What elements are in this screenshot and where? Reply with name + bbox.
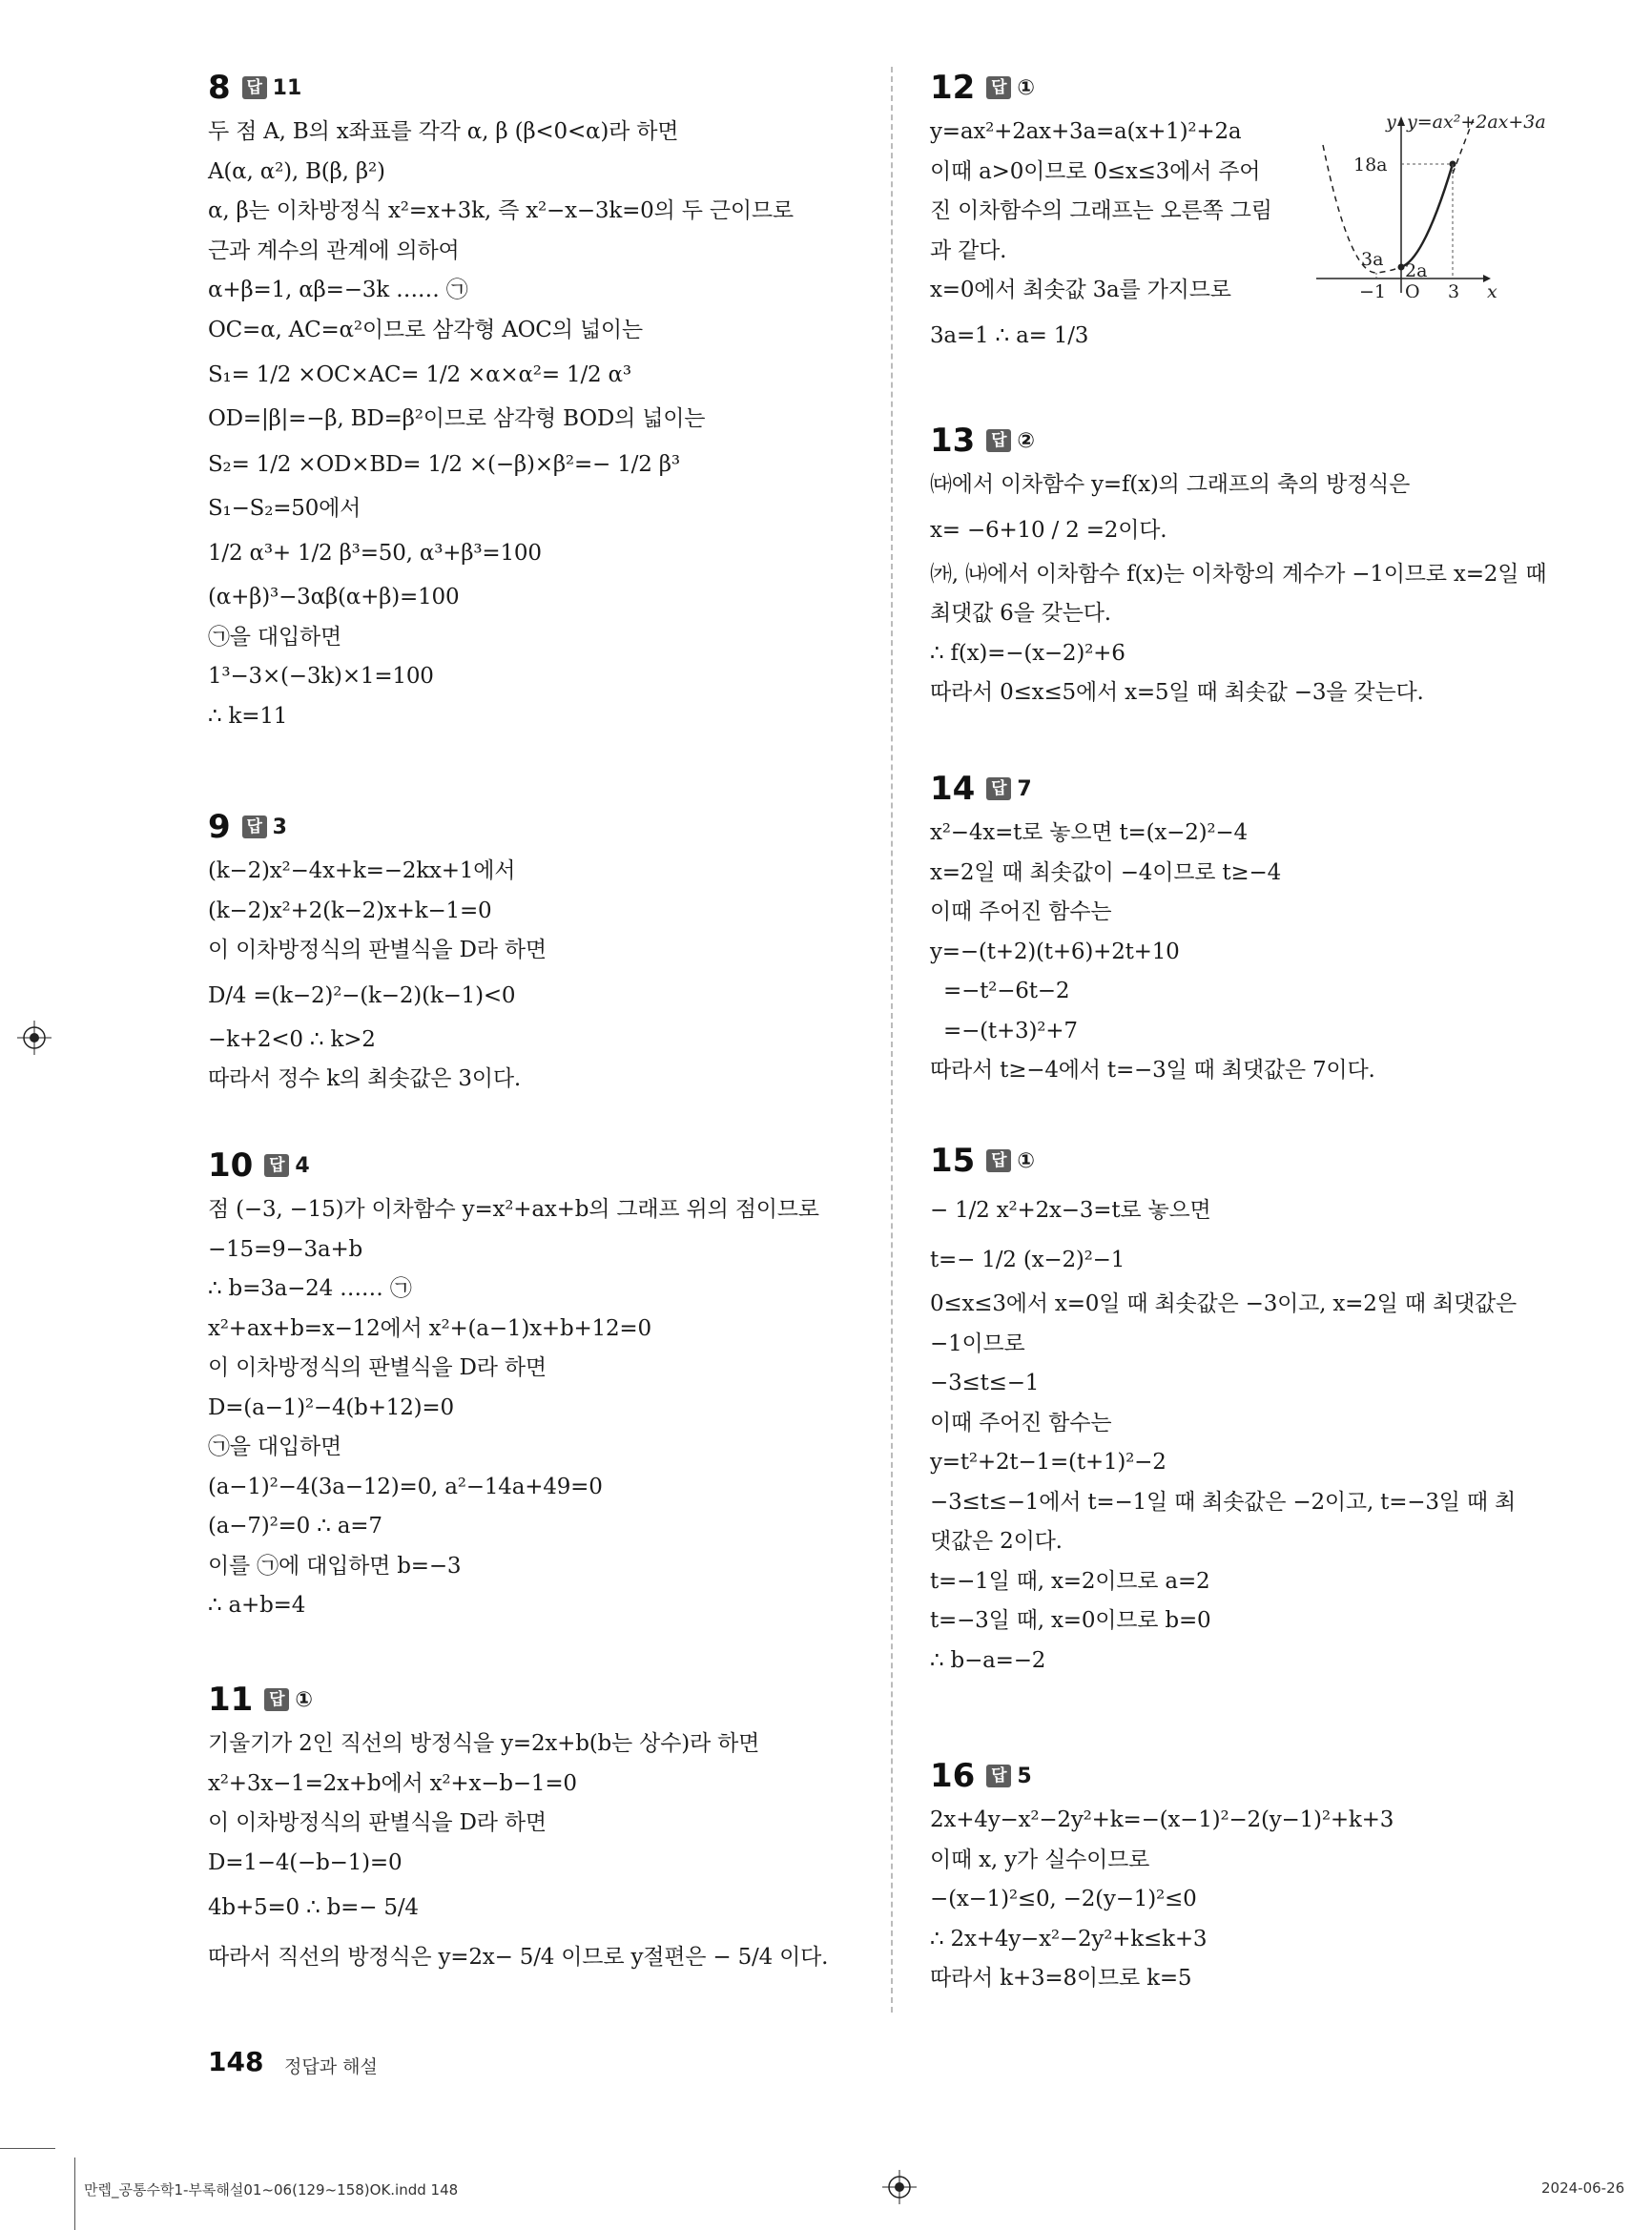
tick-18a: 18a [1353,155,1388,176]
solution-line: 2x+4y−x²−2y²+k=−(x−1)²−2(y−1)²+k+3 [930,1807,1394,1832]
problem-number: 14 [930,770,976,808]
solution-line: 이때 주어진 함수는 [930,1410,1112,1435]
tick-3a: 3a [1361,249,1384,270]
solution-line: 따라서 t≥−4에서 t=−3일 때 최댓값은 7이다. [930,1058,1375,1083]
tick-x3: 3 [1448,281,1460,298]
answer-badge: 답 [986,429,1011,452]
answer-value: 11 [272,75,302,100]
solution-line: 이 이차방정식의 판별식을 D라 하면 [208,938,547,962]
solution-line: y=ax²+2ax+3a=a(x+1)²+2a [930,119,1242,144]
solution-line: 따라서 0≤x≤5에서 x=5일 때 최솟값 −3을 갖는다. [930,680,1424,705]
solution-line: 1/2 α³+ 1/2 β³=50, α³+β³=100 [208,541,542,566]
answer-badge: 답 [986,777,1011,800]
y-axis-label: y [1386,112,1396,133]
parabola-graph [1311,107,1588,298]
solution-line: 근과 계수의 관계에 의하여 [208,237,460,263]
solution-line: 이를 ㉠에 대입하면 b=−3 [208,1553,462,1579]
problem-15 [930,1140,1588,1681]
solution-line: 최댓값 6을 갖는다. [930,601,1111,626]
problem-number: 16 [930,1757,976,1795]
answer-value: ① [1017,75,1035,100]
problem-14 [930,768,1588,1091]
solution-line: y=t²+2t−1=(t+1)²−2 [930,1450,1167,1475]
solution-line: ∴ b−a=−2 [930,1647,1046,1673]
answer-badge: 답 [986,1765,1011,1787]
solution-line: OD=|β|=−β, BD=β²이므로 삼각형 BOD의 넓이는 [208,406,706,431]
solution-line: =−(t+3)²+7 [943,1018,1078,1043]
solution-line: (k−2)x²−4x+k=−2kx+1에서 [208,858,516,883]
solution-line: x=0에서 최솟값 3a를 가지므로 [930,278,1231,302]
solution-line: 1³−3×(−3k)×1=100 [208,664,434,689]
solution-line: A(α, α²), B(β, β²) [208,158,385,184]
solution-line: S₁= 1/2 ×OC×AC= 1/2 ×α×α²= 1/2 α³ [208,362,631,387]
solution-line: S₁−S₂=50에서 [208,495,361,521]
solution-line: t=− 1/2 (x−2)²−1 [930,1248,1125,1272]
solution-line: (α+β)³−3αβ(α+β)=100 [208,585,460,609]
solution-line: ㈐에서 이차함수 y=f(x)의 그래프의 축의 방정식은 [930,472,1411,497]
answer-badge: 답 [986,76,1011,99]
answer-badge: 답 [986,1149,1011,1172]
solution-line: ∴ f(x)=−(x−2)²+6 [930,640,1125,666]
y-axis-arrow-icon [1397,116,1405,126]
problem-13 [930,420,1588,713]
solution-line: − 1/2 x²+2x−3=t로 놓으면 [930,1198,1211,1223]
solution-line: 진 이차함수의 그래프는 오른쪽 그림 [930,198,1272,223]
solution-line: −k+2<0 ∴ k>2 [208,1026,376,1052]
solution-line: 4b+5=0 ∴ b=− 5/4 [208,1895,419,1920]
solution-line: (k−2)x²+2(k−2)x+k−1=0 [208,898,492,923]
problem-number: 8 [208,69,231,107]
solution-line: −3≤t≤−1 [930,1371,1040,1395]
solution-line: 점 (−3, −15)가 이차함수 y=x²+ax+b의 그래프 위의 점이므로 [208,1197,819,1222]
slug-filename: 만렙_공통수학1-부록해설01~06(129~158)OK.indd 148 [84,2181,459,2199]
section-title: 정답과 해설 [284,2056,378,2077]
solution-line: 따라서 k+3=8이므로 k=5 [930,1966,1192,1991]
solution-line: −15=9−3a+b [208,1236,363,1262]
solution-line: x²+ax+b=x−12에서 x²+(a−1)x+b+12=0 [208,1315,651,1341]
solution-line: D=1−4(−b−1)=0 [208,1849,403,1875]
solution-line: 이 이차방정식의 판별식을 D라 하면 [208,1810,547,1835]
solution-line: ∴ b=3a−24 …… ㉠ [208,1276,412,1301]
solution-line: 이때 x, y가 실수이므로 [930,1847,1150,1872]
x-axis-label: x [1487,281,1497,298]
solution-line: S₂= 1/2 ×OD×BD= 1/2 ×(−β)×β²=− 1/2 β³ [208,451,680,477]
problem-9 [208,806,876,1100]
tick-xm1: −1 [1359,281,1387,298]
curve-label: y=ax²+2ax+3a [1407,112,1546,133]
solution-line: =−t²−6t−2 [943,979,1070,1003]
solution-line: t=−1일 때, x=2이므로 a=2 [930,1568,1210,1594]
answer-value: 4 [295,1153,310,1178]
solution-line: ㈎, ㈏에서 이차함수 f(x)는 이차항의 계수가 −1이므로 x=2일 때 [930,561,1547,587]
problem-12 [930,67,1588,361]
solution-line: 두 점 A, B의 x좌표를 각각 α, β (β<0<α)라 하면 [208,119,679,144]
solution-line: −1이므로 [930,1331,1025,1356]
solution-line: −3≤t≤−1에서 t=−1일 때 최솟값은 −2이고, t=−3일 때 최 [930,1489,1517,1515]
problem-number: 10 [208,1146,254,1185]
solution-line: OC=α, AC=α²이므로 삼각형 AOC의 넓이는 [208,317,643,342]
problem-11 [208,1679,876,1982]
parabola-solid [1401,164,1453,267]
solution-line: x²+3x−1=2x+b에서 x²+x−b−1=0 [208,1770,577,1796]
solution-line: x=2일 때 최솟값이 −4이므로 t≥−4 [930,859,1282,885]
answer-badge: 답 [242,76,267,99]
crop-mark [0,2148,55,2149]
solution-line: −(x−1)²≤0, −2(y−1)²≤0 [930,1887,1197,1911]
solution-line: α+β=1, αβ=−3k …… ㉠ [208,278,468,302]
solution-line: ∴ a+b=4 [208,1593,306,1618]
solution-line: D/4 =(k−2)²−(k−2)(k−1)<0 [208,982,516,1008]
answer-badge: 답 [264,1688,289,1711]
problem-8 [208,67,876,736]
solution-line: 0≤x≤3에서 x=0일 때 최솟값은 −3이고, x=2일 때 최댓값은 [930,1291,1518,1316]
solution-line: ∴ k=11 [208,703,288,729]
solution-line: ∴ 2x+4y−x²−2y²+k≤k+3 [930,1926,1208,1951]
problem-number: 11 [208,1681,254,1719]
problem-number: 9 [208,808,231,846]
problem-number: 13 [930,422,976,460]
registration-mark-icon [17,1021,52,1055]
solution-line: (a−7)²=0 ∴ a=7 [208,1514,382,1538]
solution-line: α, β는 이차방정식 x²=x+3k, 즉 x²−x−3k=0의 두 근이므로 [208,198,794,223]
point-min [1398,264,1405,271]
solution-line: ㉠을 대입하면 [208,1435,342,1459]
problem-number: 12 [930,69,976,107]
solution-line: 이 이차방정식의 판별식을 D라 하면 [208,1355,547,1380]
column-divider [891,67,893,2013]
page-number: 148 [208,2046,264,2077]
problem-16 [930,1755,1588,1999]
solution-line: t=−3일 때, x=0이므로 b=0 [930,1608,1211,1633]
solution-line: x= −6+10 / 2 =2이다. [930,517,1167,543]
solution-line: ㉠을 대입하면 [208,624,342,650]
solution-line: 이때 주어진 함수는 [930,899,1112,924]
solution-line: D=(a−1)²−4(b+12)=0 [208,1394,454,1420]
solution-line: 기울기가 2인 직선의 방정식을 y=2x+b(b는 상수)라 하면 [208,1731,760,1756]
answer-value: 3 [272,815,287,839]
solution-line: (a−1)²−4(3a−12)=0, a²−14a+49=0 [208,1474,603,1499]
problem-10 [208,1145,876,1626]
answer-value: ② [1017,428,1035,453]
answer-value: ① [295,1687,313,1712]
answer-value: 5 [1017,1764,1032,1788]
solution-line: 과 같다. [930,237,1007,263]
slug-date: 2024-06-26 [1541,2179,1625,2197]
tick-2a: 2a [1405,260,1428,281]
solution-line: 따라서 정수 k의 최솟값은 3이다. [208,1066,521,1091]
crop-mark [74,2158,75,2230]
answer-value: 7 [1017,776,1032,801]
answer-value: ① [1017,1148,1035,1173]
solution-line: 따라서 직선의 방정식은 y=2x− 5/4 이므로 y절편은 − 5/4 이다. [208,1945,829,1970]
solution-line: 댓값은 2이다. [930,1529,1063,1554]
origin-label: O [1405,281,1420,298]
solution-line: 이때 a>0이므로 0≤x≤3에서 주어 [930,158,1261,184]
answer-badge: 답 [264,1154,289,1177]
solution-line: x²−4x=t로 놓으면 t=(x−2)²−4 [930,820,1248,845]
registration-mark-icon [882,2170,917,2204]
solution-line: y=−(t+2)(t+6)+2t+10 [930,939,1180,964]
answer-badge: 답 [242,816,267,838]
solution-line: 3a=1 ∴ a= 1/3 [930,322,1089,348]
problem-number: 15 [930,1142,976,1180]
